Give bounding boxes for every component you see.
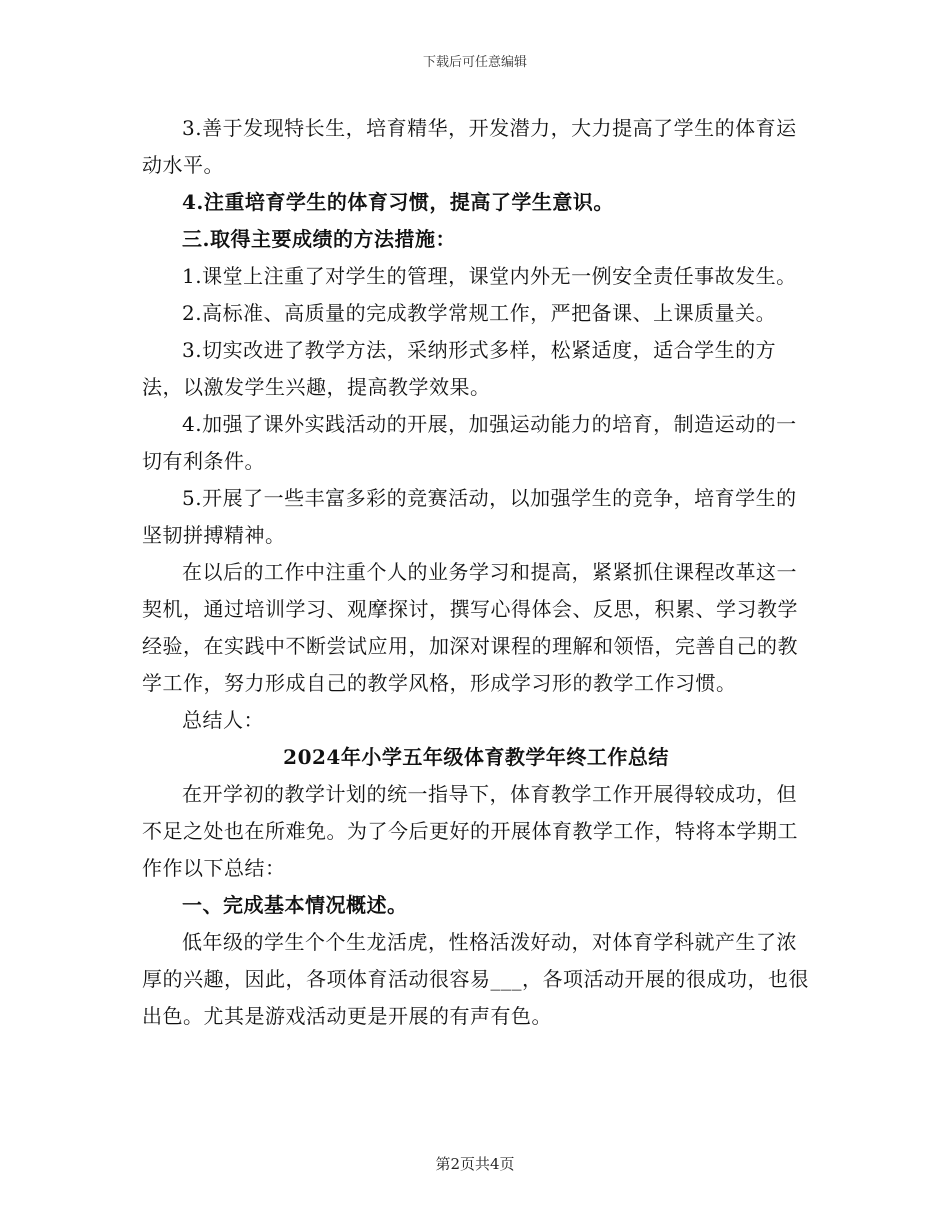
- paragraph-item-4-habits: 4.注重培育学生的体育习惯，提高了学生意识。: [182, 190, 614, 214]
- paragraph-method-4: 4.加强了课外实践活动的开展，加强运动能力的培育，制造运动的一切有利条件。: [142, 412, 797, 473]
- paragraph-future-plan: 在以后的工作中注重个人的业务学习和提高，紧紧抓住课程改革这一契机，通过培训学习、观摩探讨，撰写心得体会、反思，积累、学习教学经验，在实践中不断尝试应用，加深对课程的理解和领悟，完善自己的教学工作，努力形成自己的教学风格，形成学习形的教学工作习惯。: [142, 560, 798, 695]
- paragraph-method-1: 1.课堂上注重了对学生的管理，课堂内外无一例安全责任事故发生。: [182, 264, 797, 288]
- paragraph-item-3-talent: 3.善于发现特长生，培育精华，开发潜力，大力提高了学生的体育运动水平。: [142, 116, 797, 177]
- paragraph-method-5: 5.开展了一些丰富多彩的竞赛活动，以加强学生的竞争，培育学生的坚韧拼搏精神。: [142, 486, 797, 547]
- summary-author-label: 总结人：: [182, 708, 264, 732]
- document-title: 2024年小学五年级体育教学年终工作总结: [283, 745, 669, 769]
- paragraph-overview: 低年级的学生个个生龙活虎，性格活泼好动，对体育学科就产生了浓厚的兴趣，因此，各项体育活动很容易___，各项活动开展的很成功，也很出色。尤其是游戏活动更是开展的有声有色。: [142, 930, 809, 1028]
- page-header-note: 下载后可任意编辑: [422, 55, 527, 70]
- paragraph-method-3: 3.切实改进了教学方法，采纳形式多样，松紧适度，适合学生的方法，以激发学生兴趣，提高教学效果。: [142, 338, 777, 399]
- paragraph-method-2: 2.高标准、高质量的完成教学常规工作，严把备课、上课质量关。: [182, 301, 777, 325]
- page-number-footer: 第2页共4页: [435, 1155, 515, 1173]
- section-heading-methods: 三.取得主要成绩的方法措施：: [182, 227, 456, 251]
- paragraph-intro: 在开学初的教学计划的统一指导下，体育教学工作开展得较成功，但不足之处也在所难免。为了今后更好的开展体育教学工作，特将本学期工作作以下总结：: [142, 782, 798, 880]
- document-body: [142, 110, 810, 1035]
- section-heading-overview: 一、完成基本情况概述。: [182, 893, 408, 917]
